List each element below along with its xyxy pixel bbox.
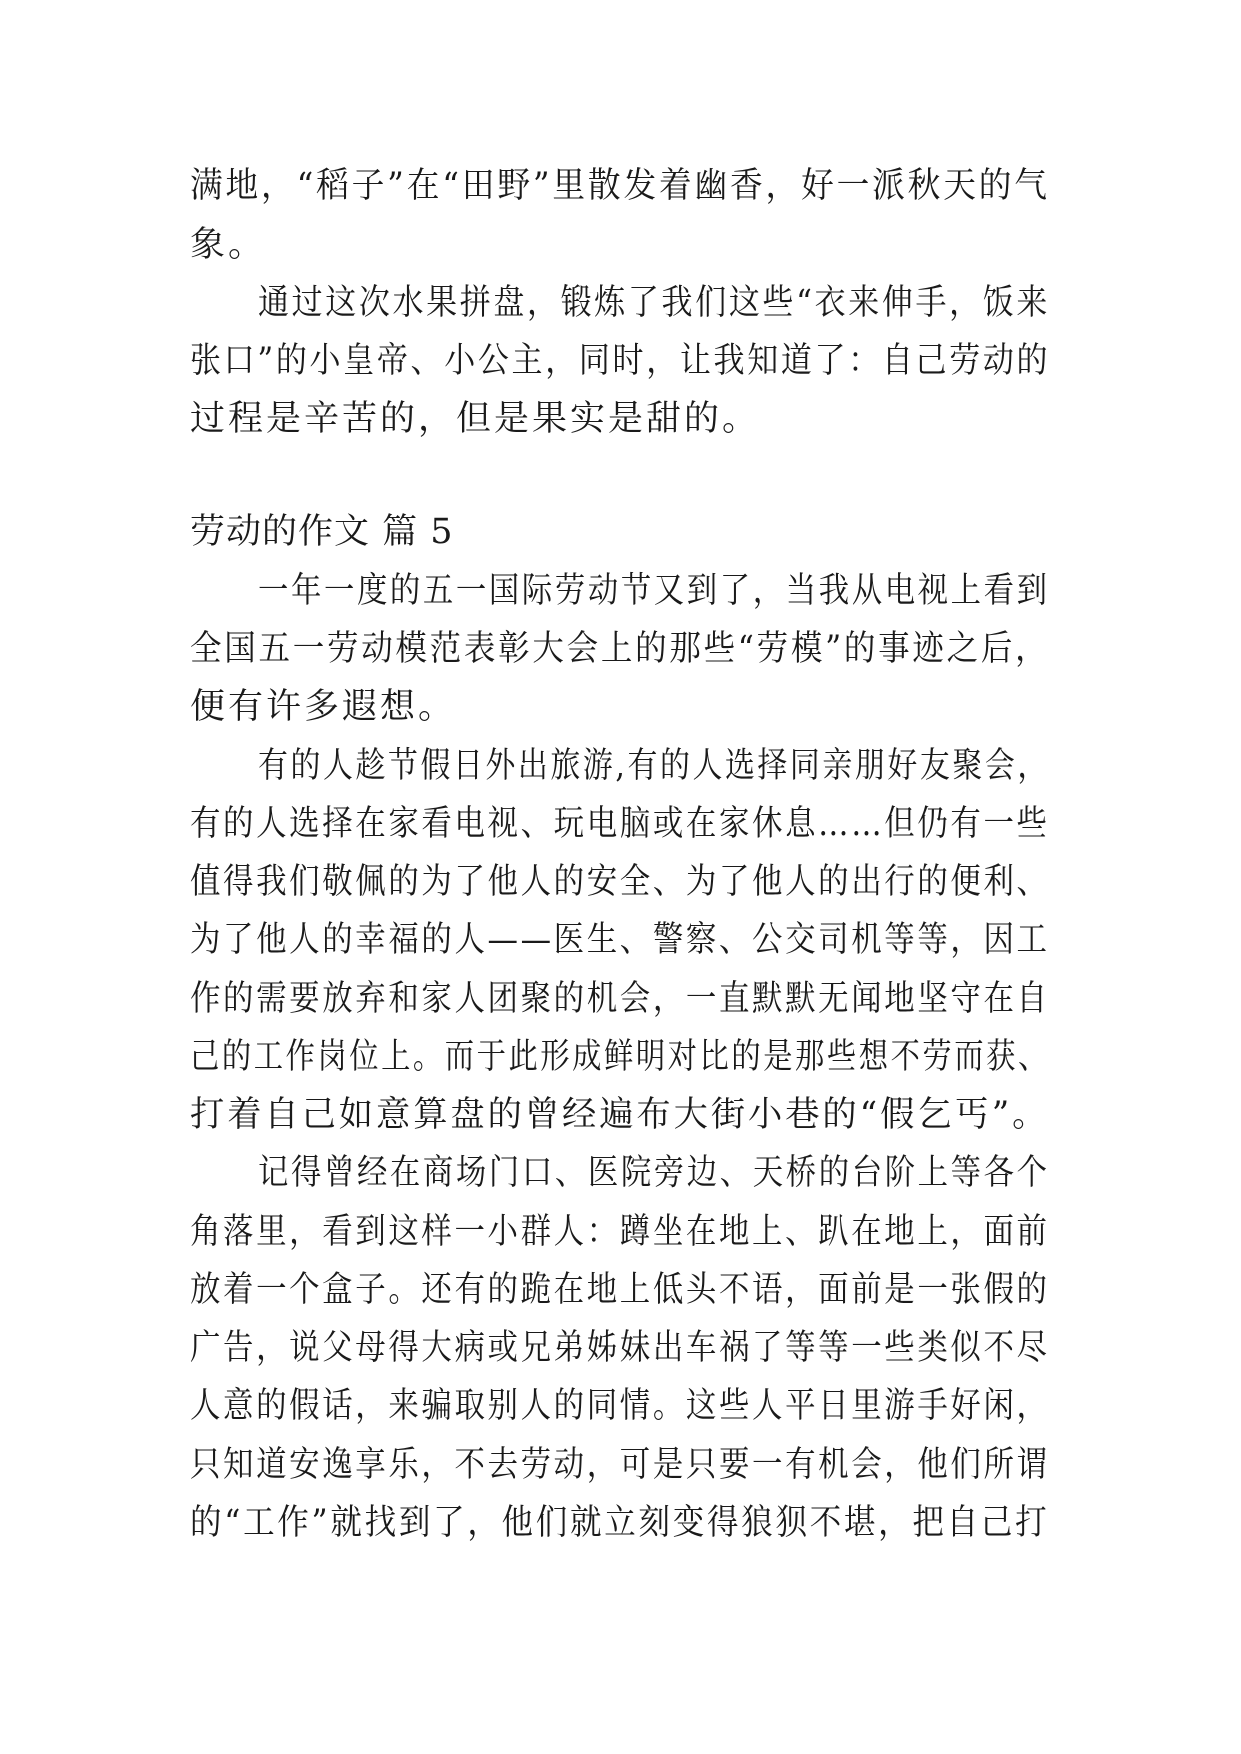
text-line: 角落里，看到这样一小群人：蹲坐在地上、趴在地上，面前 [190,1212,1050,1252]
text-line: 广告，说父母得大病或兄弟姊妹出车祸了等等一些类似不尽 [190,1328,1050,1368]
text-line: 只知道安逸享乐，不去劳动，可是只要一有机会，他们所谓 [190,1445,1050,1485]
text-line: 满地，“稻子”在“田野”里散发着幽香，好一派秋天的气 [190,166,1050,206]
text-line: 为了他人的幸福的人——医生、警察、公交司机等等，因工 [190,920,1050,960]
text-line: 张口”的小皇帝、小公主，同时，让我知道了：自己劳动的 [190,341,1051,381]
text-line: 一年一度的五一国际劳动节又到了，当我从电视上看到 [258,571,1050,611]
text-line: 值得我们敬佩的为了他人的安全、为了他人的出行的便利、 [190,862,1050,902]
text-line: 全国五一劳动模范表彰大会上的那些“劳模”的事迹之后， [190,629,1050,669]
text-line: 通过这次水果拼盘，锻炼了我们这些“衣来伸手，饭来 [258,283,1050,323]
text-line: 便有许多遐想。 [190,687,457,727]
text-line: 的“工作”就找到了，他们就立刻变得狼狈不堪，把自己打 [190,1503,1050,1543]
text-line: 人意的假话，来骗取别人的同情。这些人平日里游手好闲， [190,1386,1050,1426]
text-line: 有的人趁节假日外出旅游,有的人选择同亲朋好友聚会， [258,746,1050,786]
text-line: 记得曾经在商场门口、医院旁边、天桥的台阶上等各个 [258,1153,1050,1193]
text-line: 放着一个盒子。还有的跪在地上低头不语，面前是一张假的 [190,1270,1050,1310]
text-line: 己的工作岗位上。而于此形成鲜明对比的是那些想不劳而获、 [190,1037,1050,1077]
section-heading: 劳动的作文 篇 5 [190,512,454,552]
text-line: 作的需要放弃和家人团聚的机会，一直默默无闻地坚守在自 [190,979,1050,1019]
text-line: 有的人选择在家看电视、玩电脑或在家休息……但仍有一些 [190,804,1050,844]
text-line: 过程是辛苦的，但是果实是甜的。 [190,399,761,439]
text-line: 打着自己如意算盘的曾经遍布大街小巷的“假乞丐”。 [190,1095,1050,1135]
text-line: 象。 [190,225,267,265]
